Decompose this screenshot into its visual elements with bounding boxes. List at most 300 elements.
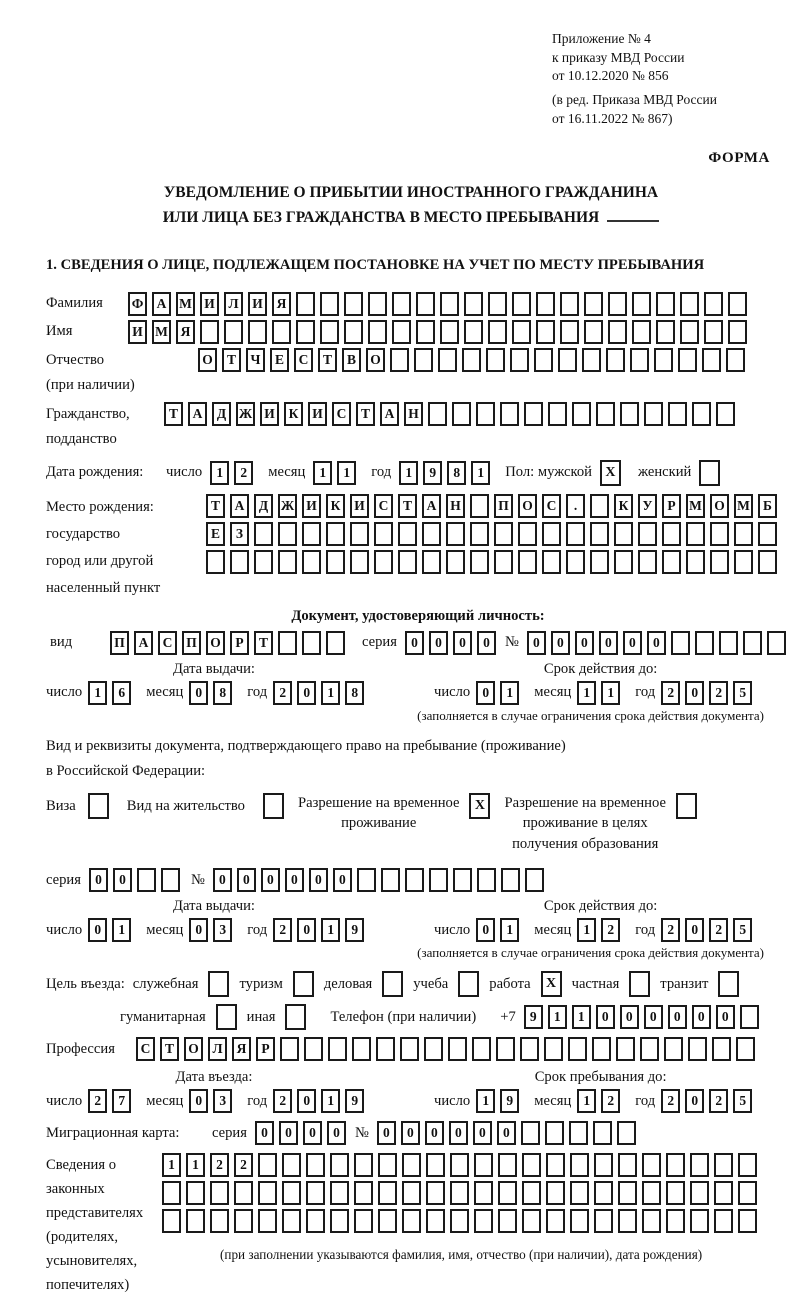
char-cell[interactable] <box>570 1209 589 1233</box>
char-cell[interactable] <box>592 1037 611 1061</box>
char-cell[interactable] <box>330 1209 349 1233</box>
checkbox-sex-female[interactable] <box>699 460 720 486</box>
char-cell[interactable]: 9 <box>524 1005 543 1029</box>
char-cell[interactable] <box>210 1181 229 1205</box>
char-cell[interactable] <box>719 631 738 655</box>
char-cell[interactable]: О <box>206 631 225 655</box>
char-cell[interactable] <box>296 292 315 316</box>
checkbox-edu-permit[interactable] <box>676 793 697 819</box>
char-cell[interactable]: 1 <box>572 1005 591 1029</box>
char-cell[interactable]: 0 <box>685 1089 704 1113</box>
char-cell[interactable] <box>734 550 753 574</box>
char-cell[interactable] <box>280 1037 299 1061</box>
char-cell[interactable]: 1 <box>186 1153 205 1177</box>
checkbox-purpose-study[interactable] <box>458 971 479 997</box>
char-cell[interactable] <box>402 1181 421 1205</box>
char-cell[interactable] <box>304 1037 323 1061</box>
char-cell[interactable] <box>712 1037 731 1061</box>
char-cell[interactable]: 1 <box>500 681 519 705</box>
char-cell[interactable]: 0 <box>89 868 108 892</box>
char-cell[interactable]: М <box>176 292 195 316</box>
char-cell[interactable] <box>398 550 417 574</box>
char-cell[interactable] <box>354 1209 373 1233</box>
char-cell[interactable]: Т <box>164 402 183 426</box>
char-cell[interactable] <box>534 348 553 372</box>
char-cell[interactable] <box>632 292 651 316</box>
char-cell[interactable] <box>282 1209 301 1233</box>
char-cell[interactable] <box>210 1209 229 1233</box>
char-cell[interactable] <box>616 1037 635 1061</box>
char-cell[interactable]: 5 <box>733 918 752 942</box>
char-cell[interactable] <box>464 320 483 344</box>
char-cell[interactable]: 2 <box>234 1153 253 1177</box>
char-cell[interactable]: 0 <box>401 1121 420 1145</box>
char-cell[interactable]: С <box>294 348 313 372</box>
char-cell[interactable] <box>520 1037 539 1061</box>
char-cell[interactable] <box>498 1209 517 1233</box>
char-cell[interactable] <box>570 1153 589 1177</box>
char-cell[interactable]: 0 <box>189 1089 208 1113</box>
char-cell[interactable] <box>522 1181 541 1205</box>
char-cell[interactable]: 1 <box>601 681 620 705</box>
char-cell[interactable] <box>584 292 603 316</box>
char-cell[interactable] <box>536 292 555 316</box>
char-cell[interactable] <box>654 348 673 372</box>
char-cell[interactable]: И <box>248 292 267 316</box>
char-cell[interactable] <box>695 631 714 655</box>
char-cell[interactable] <box>738 1153 757 1177</box>
char-cell[interactable] <box>450 1209 469 1233</box>
char-cell[interactable] <box>254 550 273 574</box>
char-cell[interactable] <box>566 550 585 574</box>
char-cell[interactable] <box>692 402 711 426</box>
char-cell[interactable]: 2 <box>661 681 680 705</box>
char-cell[interactable] <box>614 550 633 574</box>
char-cell[interactable] <box>200 320 219 344</box>
char-cell[interactable]: 1 <box>313 461 332 485</box>
char-cell[interactable] <box>618 1209 637 1233</box>
char-cell[interactable]: 0 <box>497 1121 516 1145</box>
char-cell[interactable] <box>234 1181 253 1205</box>
char-cell[interactable] <box>378 1181 397 1205</box>
char-cell[interactable] <box>738 1209 757 1233</box>
char-cell[interactable] <box>296 320 315 344</box>
char-cell[interactable]: 8 <box>213 681 232 705</box>
char-cell[interactable]: 0 <box>473 1121 492 1145</box>
char-cell[interactable]: 0 <box>551 631 570 655</box>
char-cell[interactable]: 0 <box>449 1121 468 1145</box>
char-cell[interactable] <box>450 1181 469 1205</box>
char-cell[interactable]: 0 <box>599 631 618 655</box>
char-cell[interactable]: И <box>260 402 279 426</box>
char-cell[interactable] <box>566 522 585 546</box>
char-cell[interactable] <box>518 550 537 574</box>
char-cell[interactable] <box>254 522 273 546</box>
char-cell[interactable] <box>521 1121 540 1145</box>
char-cell[interactable]: М <box>734 494 753 518</box>
char-cell[interactable]: Ч <box>246 348 265 372</box>
char-cell[interactable] <box>278 522 297 546</box>
char-cell[interactable]: 0 <box>668 1005 687 1029</box>
char-cell[interactable]: 2 <box>709 1089 728 1113</box>
char-cell[interactable] <box>570 1181 589 1205</box>
char-cell[interactable]: 7 <box>112 1089 131 1113</box>
char-cell[interactable] <box>357 868 376 892</box>
char-cell[interactable] <box>282 1181 301 1205</box>
char-cell[interactable] <box>590 522 609 546</box>
char-cell[interactable] <box>726 348 745 372</box>
char-cell[interactable]: О <box>710 494 729 518</box>
char-cell[interactable] <box>486 348 505 372</box>
char-cell[interactable] <box>704 320 723 344</box>
char-cell[interactable]: 9 <box>345 918 364 942</box>
char-cell[interactable]: 0 <box>575 631 594 655</box>
char-cell[interactable]: О <box>198 348 217 372</box>
char-cell[interactable] <box>666 1153 685 1177</box>
char-cell[interactable] <box>326 550 345 574</box>
char-cell[interactable] <box>320 320 339 344</box>
char-cell[interactable] <box>767 631 786 655</box>
char-cell[interactable] <box>596 402 615 426</box>
char-cell[interactable] <box>426 1181 445 1205</box>
char-cell[interactable]: 0 <box>333 868 352 892</box>
char-cell[interactable] <box>569 1121 588 1145</box>
char-cell[interactable] <box>258 1209 277 1233</box>
char-cell[interactable]: 0 <box>453 631 472 655</box>
char-cell[interactable]: 6 <box>112 681 131 705</box>
char-cell[interactable] <box>686 522 705 546</box>
char-cell[interactable] <box>474 1209 493 1233</box>
char-cell[interactable]: 0 <box>692 1005 711 1029</box>
checkbox-purpose-humanitarian[interactable] <box>216 1004 237 1030</box>
char-cell[interactable] <box>477 868 496 892</box>
char-cell[interactable] <box>398 522 417 546</box>
char-cell[interactable]: С <box>136 1037 155 1061</box>
char-cell[interactable] <box>230 550 249 574</box>
char-cell[interactable] <box>162 1209 181 1233</box>
char-cell[interactable] <box>206 550 225 574</box>
char-cell[interactable] <box>498 1153 517 1177</box>
char-cell[interactable]: 0 <box>113 868 132 892</box>
char-cell[interactable] <box>272 320 291 344</box>
char-cell[interactable] <box>452 402 471 426</box>
char-cell[interactable] <box>642 1153 661 1177</box>
char-cell[interactable]: М <box>152 320 171 344</box>
char-cell[interactable]: 2 <box>273 1089 292 1113</box>
char-cell[interactable]: 0 <box>685 681 704 705</box>
char-cell[interactable]: 2 <box>234 461 253 485</box>
char-cell[interactable]: 0 <box>237 868 256 892</box>
char-cell[interactable]: 0 <box>377 1121 396 1145</box>
char-cell[interactable] <box>470 494 489 518</box>
char-cell[interactable] <box>560 320 579 344</box>
char-cell[interactable]: 0 <box>647 631 666 655</box>
char-cell[interactable]: 2 <box>661 1089 680 1113</box>
char-cell[interactable] <box>584 320 603 344</box>
char-cell[interactable] <box>488 320 507 344</box>
char-cell[interactable] <box>350 550 369 574</box>
char-cell[interactable] <box>278 631 297 655</box>
char-cell[interactable] <box>224 320 243 344</box>
char-cell[interactable]: Л <box>224 292 243 316</box>
char-cell[interactable] <box>606 348 625 372</box>
char-cell[interactable] <box>472 1037 491 1061</box>
char-cell[interactable] <box>572 402 591 426</box>
char-cell[interactable] <box>662 522 681 546</box>
char-cell[interactable]: 5 <box>733 1089 752 1113</box>
char-cell[interactable]: Р <box>662 494 681 518</box>
char-cell[interactable]: У <box>638 494 657 518</box>
checkbox-residence-permit[interactable] <box>263 793 284 819</box>
char-cell[interactable] <box>644 402 663 426</box>
char-cell[interactable]: Т <box>160 1037 179 1061</box>
char-cell[interactable]: 8 <box>447 461 466 485</box>
char-cell[interactable] <box>512 292 531 316</box>
char-cell[interactable] <box>690 1153 709 1177</box>
char-cell[interactable]: 0 <box>297 681 316 705</box>
char-cell[interactable] <box>525 868 544 892</box>
checkbox-sex-male[interactable]: X <box>600 460 621 486</box>
char-cell[interactable]: 1 <box>112 918 131 942</box>
char-cell[interactable]: С <box>158 631 177 655</box>
char-cell[interactable]: 2 <box>273 918 292 942</box>
char-cell[interactable]: С <box>332 402 351 426</box>
char-cell[interactable] <box>186 1181 205 1205</box>
char-cell[interactable] <box>446 550 465 574</box>
char-cell[interactable]: 9 <box>423 461 442 485</box>
char-cell[interactable]: 0 <box>425 1121 444 1145</box>
char-cell[interactable] <box>594 1181 613 1205</box>
char-cell[interactable] <box>306 1153 325 1177</box>
char-cell[interactable]: 1 <box>321 681 340 705</box>
char-cell[interactable]: О <box>366 348 385 372</box>
char-cell[interactable] <box>714 1181 733 1205</box>
char-cell[interactable] <box>542 522 561 546</box>
char-cell[interactable] <box>426 1209 445 1233</box>
char-cell[interactable]: 2 <box>210 1153 229 1177</box>
char-cell[interactable] <box>518 522 537 546</box>
char-cell[interactable]: К <box>614 494 633 518</box>
char-cell[interactable] <box>558 348 577 372</box>
char-cell[interactable]: 1 <box>471 461 490 485</box>
char-cell[interactable] <box>536 320 555 344</box>
char-cell[interactable] <box>545 1121 564 1145</box>
char-cell[interactable]: Е <box>270 348 289 372</box>
char-cell[interactable]: О <box>518 494 537 518</box>
char-cell[interactable] <box>714 1153 733 1177</box>
char-cell[interactable] <box>638 522 657 546</box>
char-cell[interactable] <box>568 1037 587 1061</box>
char-cell[interactable] <box>736 1037 755 1061</box>
char-cell[interactable]: 1 <box>500 918 519 942</box>
char-cell[interactable] <box>424 1037 443 1061</box>
char-cell[interactable] <box>608 292 627 316</box>
char-cell[interactable]: Б <box>758 494 777 518</box>
char-cell[interactable]: В <box>342 348 361 372</box>
char-cell[interactable] <box>462 348 481 372</box>
char-cell[interactable]: С <box>542 494 561 518</box>
char-cell[interactable] <box>560 292 579 316</box>
char-cell[interactable] <box>464 292 483 316</box>
checkbox-purpose-tourism[interactable] <box>293 971 314 997</box>
char-cell[interactable]: Я <box>272 292 291 316</box>
char-cell[interactable] <box>378 1153 397 1177</box>
char-cell[interactable]: 0 <box>644 1005 663 1029</box>
char-cell[interactable] <box>498 1181 517 1205</box>
char-cell[interactable]: 0 <box>620 1005 639 1029</box>
char-cell[interactable] <box>422 550 441 574</box>
char-cell[interactable] <box>416 292 435 316</box>
char-cell[interactable]: З <box>230 522 249 546</box>
char-cell[interactable]: 1 <box>577 681 596 705</box>
char-cell[interactable] <box>354 1153 373 1177</box>
char-cell[interactable]: Ж <box>236 402 255 426</box>
char-cell[interactable]: Д <box>254 494 273 518</box>
char-cell[interactable] <box>640 1037 659 1061</box>
char-cell[interactable]: 0 <box>189 681 208 705</box>
char-cell[interactable]: И <box>302 494 321 518</box>
char-cell[interactable]: 3 <box>213 1089 232 1113</box>
char-cell[interactable] <box>593 1121 612 1145</box>
checkbox-temp-permit[interactable]: X <box>469 793 490 819</box>
char-cell[interactable] <box>476 402 495 426</box>
char-cell[interactable] <box>344 292 363 316</box>
char-cell[interactable] <box>664 1037 683 1061</box>
char-cell[interactable]: К <box>326 494 345 518</box>
checkbox-purpose-business[interactable] <box>382 971 403 997</box>
char-cell[interactable] <box>590 550 609 574</box>
char-cell[interactable]: К <box>284 402 303 426</box>
char-cell[interactable] <box>306 1209 325 1233</box>
char-cell[interactable] <box>422 522 441 546</box>
char-cell[interactable] <box>488 292 507 316</box>
char-cell[interactable]: 0 <box>685 918 704 942</box>
char-cell[interactable] <box>400 1037 419 1061</box>
char-cell[interactable]: 0 <box>279 1121 298 1145</box>
char-cell[interactable] <box>326 631 345 655</box>
char-cell[interactable]: И <box>200 292 219 316</box>
char-cell[interactable] <box>656 320 675 344</box>
char-cell[interactable] <box>522 1209 541 1233</box>
char-cell[interactable] <box>501 868 520 892</box>
char-cell[interactable] <box>470 550 489 574</box>
char-cell[interactable] <box>510 348 529 372</box>
char-cell[interactable] <box>248 320 267 344</box>
char-cell[interactable] <box>306 1181 325 1205</box>
char-cell[interactable]: 0 <box>476 918 495 942</box>
char-cell[interactable]: А <box>422 494 441 518</box>
char-cell[interactable]: 8 <box>345 681 364 705</box>
char-cell[interactable] <box>429 868 448 892</box>
char-cell[interactable] <box>368 292 387 316</box>
char-cell[interactable] <box>716 402 735 426</box>
char-cell[interactable] <box>678 348 697 372</box>
char-cell[interactable] <box>374 522 393 546</box>
char-cell[interactable]: А <box>152 292 171 316</box>
char-cell[interactable] <box>234 1209 253 1233</box>
char-cell[interactable] <box>405 868 424 892</box>
char-cell[interactable] <box>330 1181 349 1205</box>
char-cell[interactable]: А <box>134 631 153 655</box>
char-cell[interactable]: Я <box>232 1037 251 1061</box>
char-cell[interactable]: 1 <box>321 918 340 942</box>
char-cell[interactable]: Т <box>222 348 241 372</box>
char-cell[interactable] <box>446 522 465 546</box>
char-cell[interactable]: 0 <box>255 1121 274 1145</box>
char-cell[interactable] <box>734 522 753 546</box>
char-cell[interactable] <box>740 1005 759 1029</box>
char-cell[interactable] <box>617 1121 636 1145</box>
char-cell[interactable] <box>666 1209 685 1233</box>
char-cell[interactable] <box>344 320 363 344</box>
checkbox-purpose-official[interactable] <box>208 971 229 997</box>
char-cell[interactable] <box>474 1153 493 1177</box>
char-cell[interactable] <box>620 402 639 426</box>
char-cell[interactable] <box>500 402 519 426</box>
char-cell[interactable] <box>668 402 687 426</box>
char-cell[interactable]: Е <box>206 522 225 546</box>
char-cell[interactable] <box>728 320 747 344</box>
char-cell[interactable]: 9 <box>500 1089 519 1113</box>
char-cell[interactable] <box>392 292 411 316</box>
char-cell[interactable] <box>710 550 729 574</box>
char-cell[interactable]: Я <box>176 320 195 344</box>
char-cell[interactable] <box>161 868 180 892</box>
char-cell[interactable]: 2 <box>273 681 292 705</box>
char-cell[interactable]: 9 <box>345 1089 364 1113</box>
char-cell[interactable]: И <box>350 494 369 518</box>
char-cell[interactable] <box>688 1037 707 1061</box>
char-cell[interactable]: 1 <box>577 1089 596 1113</box>
char-cell[interactable]: 0 <box>596 1005 615 1029</box>
char-cell[interactable]: 2 <box>661 918 680 942</box>
char-cell[interactable]: 2 <box>709 681 728 705</box>
char-cell[interactable] <box>392 320 411 344</box>
char-cell[interactable]: 0 <box>213 868 232 892</box>
char-cell[interactable]: 1 <box>321 1089 340 1113</box>
char-cell[interactable] <box>402 1209 421 1233</box>
blank-underline[interactable] <box>607 208 659 222</box>
char-cell[interactable] <box>686 550 705 574</box>
char-cell[interactable] <box>162 1181 181 1205</box>
char-cell[interactable] <box>381 868 400 892</box>
char-cell[interactable]: С <box>374 494 393 518</box>
char-cell[interactable] <box>320 292 339 316</box>
char-cell[interactable]: 0 <box>476 681 495 705</box>
char-cell[interactable]: 0 <box>189 918 208 942</box>
char-cell[interactable] <box>632 320 651 344</box>
char-cell[interactable]: П <box>182 631 201 655</box>
char-cell[interactable] <box>302 631 321 655</box>
char-cell[interactable] <box>438 348 457 372</box>
char-cell[interactable]: 2 <box>709 918 728 942</box>
char-cell[interactable] <box>278 550 297 574</box>
char-cell[interactable]: 2 <box>601 918 620 942</box>
checkbox-purpose-private[interactable] <box>629 971 650 997</box>
char-cell[interactable] <box>546 1153 565 1177</box>
char-cell[interactable] <box>496 1037 515 1061</box>
char-cell[interactable] <box>328 1037 347 1061</box>
checkbox-visa[interactable] <box>88 793 109 819</box>
char-cell[interactable]: Т <box>318 348 337 372</box>
char-cell[interactable]: А <box>380 402 399 426</box>
char-cell[interactable] <box>690 1181 709 1205</box>
char-cell[interactable]: 1 <box>210 461 229 485</box>
char-cell[interactable] <box>608 320 627 344</box>
char-cell[interactable]: Д <box>212 402 231 426</box>
char-cell[interactable] <box>758 550 777 574</box>
char-cell[interactable] <box>494 522 513 546</box>
